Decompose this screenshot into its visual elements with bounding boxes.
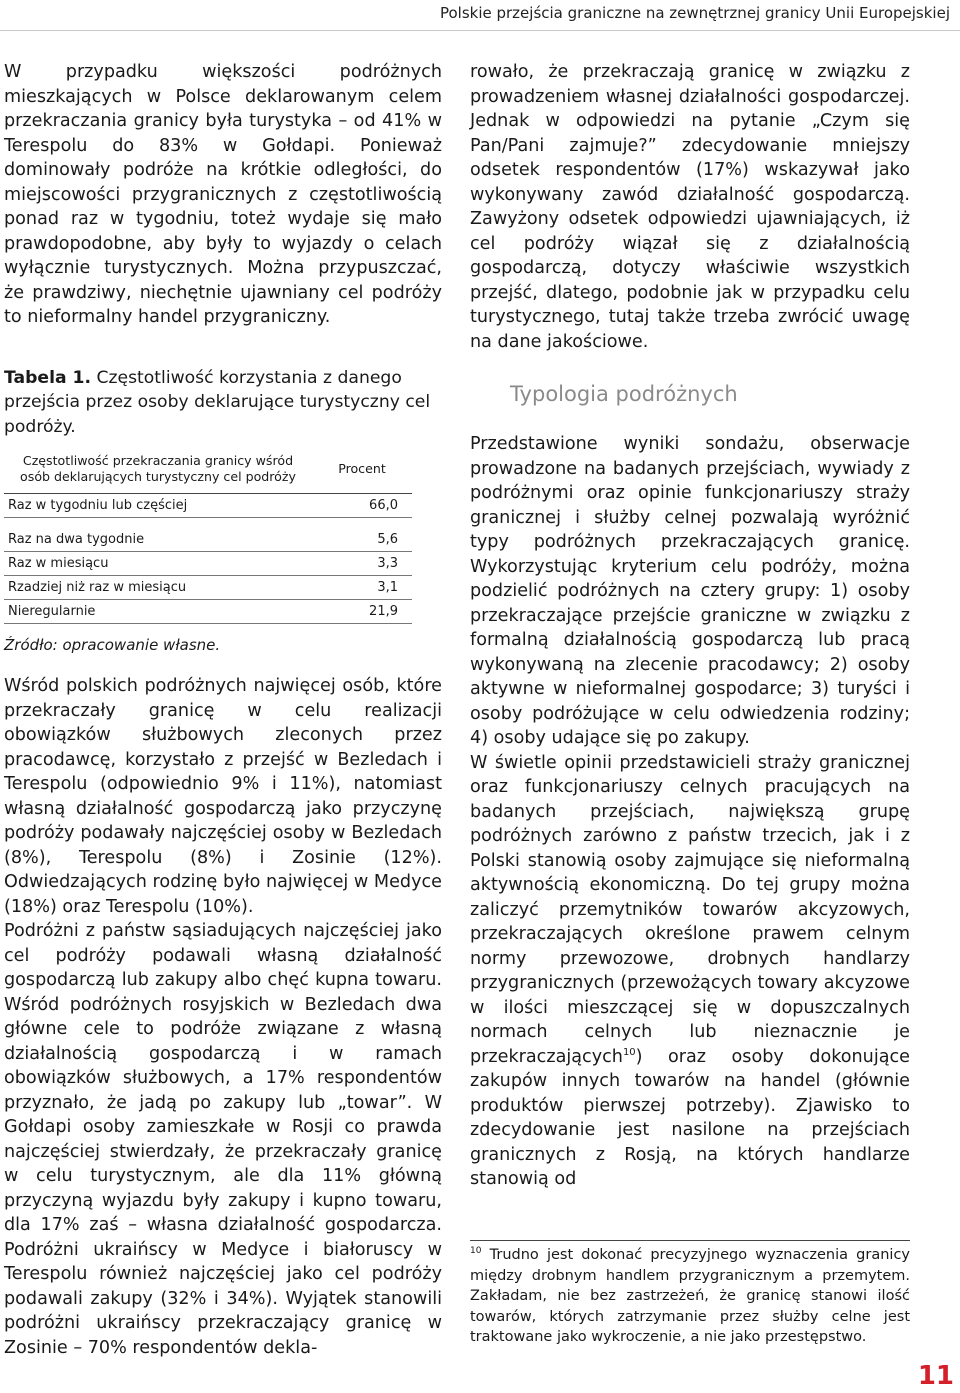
frequency-table (4, 451, 412, 624)
right-column (470, 60, 910, 1192)
table-header-row (4, 451, 412, 494)
table-row (4, 552, 412, 576)
table-row (4, 494, 412, 518)
footnote-divider (470, 1240, 910, 1241)
table-caption-text: Częstotliwość korzystania z danego przejścia przez osoby deklarujące turystyczny cel podróży. (4, 367, 431, 437)
table-cell-label: Nieregularnie (4, 600, 312, 624)
table-cell-value: 21,9 (312, 600, 412, 624)
left-paragraph-2: Wśród polskich podróżnych najwięcej osób, które przekraczały granicę w celu realizacji obowiązków służbowych zleconych przez pracodawcę, korzystało z przejść w Bezledach i Terespolu (odpowiednio 9% i 11%), natomiast własną działalność gospodarczą jako przyczynę podróży podawały najczęściej osoby w Bezledach (8%), Terespolu (8%) i Zosinie (12%). Odwiedzających rodzinę było najwięcej w Medyce (18%) oraz Terespolu (10%). (4, 676, 442, 917)
table-header-frequency: Częstotliwość przekraczania granicy wśród osób deklarujących turystyczny cel podróży (20, 453, 296, 484)
section-heading: Typologia podróżnych (510, 382, 738, 406)
table-row (4, 518, 412, 552)
table-cell-value: 5,6 (312, 518, 412, 552)
right-paragraph-1: rowało, że przekraczają granicę w związku z prowadzeniem własnej działalności gospodarczej. Jednak w odpowiedzi na pytanie „Czym się Pan/Pani zajmuje?” zdecydowanie mniejszy odsetek respondentów (17%) wskazywał jako wykonywany zawód działalność gospodarczą. Zawyżony odsetek odpowiedzi ujawniających, iż cel podróży wiązał się z działalnością gospodarczą, dotyczy właściwie wszystkich przejść, dlatego, podobnie jak w przypadku celu turystycznego, tutaj także trzeba zwrócić uwagę na dane jakościowe. (470, 62, 910, 352)
footnote-text: Trudno jest dokonać precyzyjnego wyznaczenia granicy między drobnym handlem przygranicznym a przemytem. Zakładam, nie bez zastrzeżeń, że granicę stanowi ilość towarów, których zatrzymanie przez służby celne jest traktowane jako wykroczenie, a nie jako przestępstwo. (470, 1247, 910, 1345)
right-paragraph-2: Przedstawione wyniki sondażu, obserwacje prowadzone na badanych przejściach, wywiady z podróżnymi oraz opinie funkcjonariuszy straży granicznej i służby celnej pozwalają wyróżnić typy podróżnych przekraczających granicę. Wykorzystując kryterium celu podróży, można podzielić podróżnych na cztery grupy: 1) osoby przekraczające przejście graniczne w związku z formalną działalnością gospodarczą lub pracą wykonywaną na zlecenie pracodawcy; 2) osoby aktywne w nieformalnej gospodarce; 3) turyści i osoby podróżujące w celu odwiedzenia rodziny; 4) osoby udające się po zakupy. (470, 434, 910, 748)
table-cell-label: Raz w miesiącu (4, 552, 312, 576)
page-number: 11 (917, 1361, 954, 1391)
left-paragraph-3: Podróżni z państw sąsiadujących najczęściej jako cel podróży podawali własną działalność gospodarczą lub zakupy albo chęć kupna towaru. Wśród podróżnych rosyjskich w Bezledach dwa główne cele to podróże związane z własną działalnością gospodarczą i w ramach obowiązków służbowych, a 17% respondentów przyznało, że jadą po zakupy lub „towar”. W Gołdapi osoby zamieszkałe w Rosji co prawda najczęściej stwierdzały, że przekraczały granicę w celu turystycznym, ale dla 11% główną przyczyną wyjazdu były zakupy i kupno towaru, dla 17% zaś – własna działalność gospodarcza. Podróżni ukraińscy w Medyce i białoruscy w Terespolu również najczęściej jako cel podróży podawali zakupy (32% i 34%). Wyjątek stanowili podróżni ukraińscy przekraczający granicę w Zosinie – 70% respondentów dekla- (4, 921, 442, 1358)
running-header-title: Polskie przejścia graniczne na zewnętrznej granicy Unii Europejskiej (439, 4, 950, 22)
footnote (470, 1245, 910, 1348)
table-cell-label: Raz w tygodniu lub częściej (4, 494, 312, 518)
table-source: Źródło: opracowanie własne. (4, 636, 221, 654)
left-paragraph-1: W przypadku większości podróżnych mieszkających w Polsce deklarowanym celem przekraczania granicy była turystyka – od 41% w Terespolu do 83% w Gołdapi. Ponieważ dominowały podróże na krótkie odległości, do miejscowości przygranicznych z częstotliwością ponad raz w tygodniu, toteż wydaje się mało prawdopodobne, aby były to wyjazdy o celach wyłącznie turystycznych. Można przypuszczać, że prawdziwy, niechętnie ujawniany cel podróży to nieformalny handel przygraniczny. (4, 62, 442, 327)
table-row (4, 576, 412, 600)
table-cell-value: 66,0 (312, 494, 412, 518)
table-cell-value: 3,1 (312, 576, 412, 600)
footnote-reference[interactable]: 10 (622, 1046, 636, 1058)
table-caption (4, 366, 442, 440)
left-column (4, 60, 442, 1360)
footnote-area (470, 1240, 910, 1348)
right-paragraph-3-part-b: ) oraz osoby dokonujące zakupów innych towarów na handel (głównie produktów pierwszej potrzeby). Zjawisko to zdecydowanie jest nasilone na przejściach granicznych z Rosją, na których handlarze stanowią od (470, 1046, 910, 1189)
table-cell-value: 3,3 (312, 552, 412, 576)
running-header (0, 0, 960, 31)
table-cell-label: Raz na dwa tygodnie (4, 518, 312, 552)
right-paragraph-3 (470, 751, 910, 1192)
table-caption-label: Tabela 1. (4, 367, 92, 388)
table-header-percent: Procent (338, 461, 386, 476)
table-row (4, 600, 412, 624)
table-cell-label: Rzadziej niż raz w miesiącu (4, 576, 312, 600)
footnote-number: 10 (470, 1246, 482, 1257)
right-paragraph-3-part-a: W świetle opinii przedstawicieli straży granicznej oraz funkcjonariuszy celnych pracujących na badanych przejściach, największą grupę podróżnych zarówno z państw trzecich, jak i z Polski stanowią osoby zajmujące się nieformalną aktywnością ekonomiczną. Do tej grupy można zaliczyć przemytników towarów akcyzowych, przekraczających określone prawem celnym normy przewozowe, drobnych handlarzy przygranicznych (przewożących towary akcyzowe w ilości mieszczącej się w dopuszczalnych normach celnych lub nieznacznie je przekraczających (470, 752, 910, 1067)
